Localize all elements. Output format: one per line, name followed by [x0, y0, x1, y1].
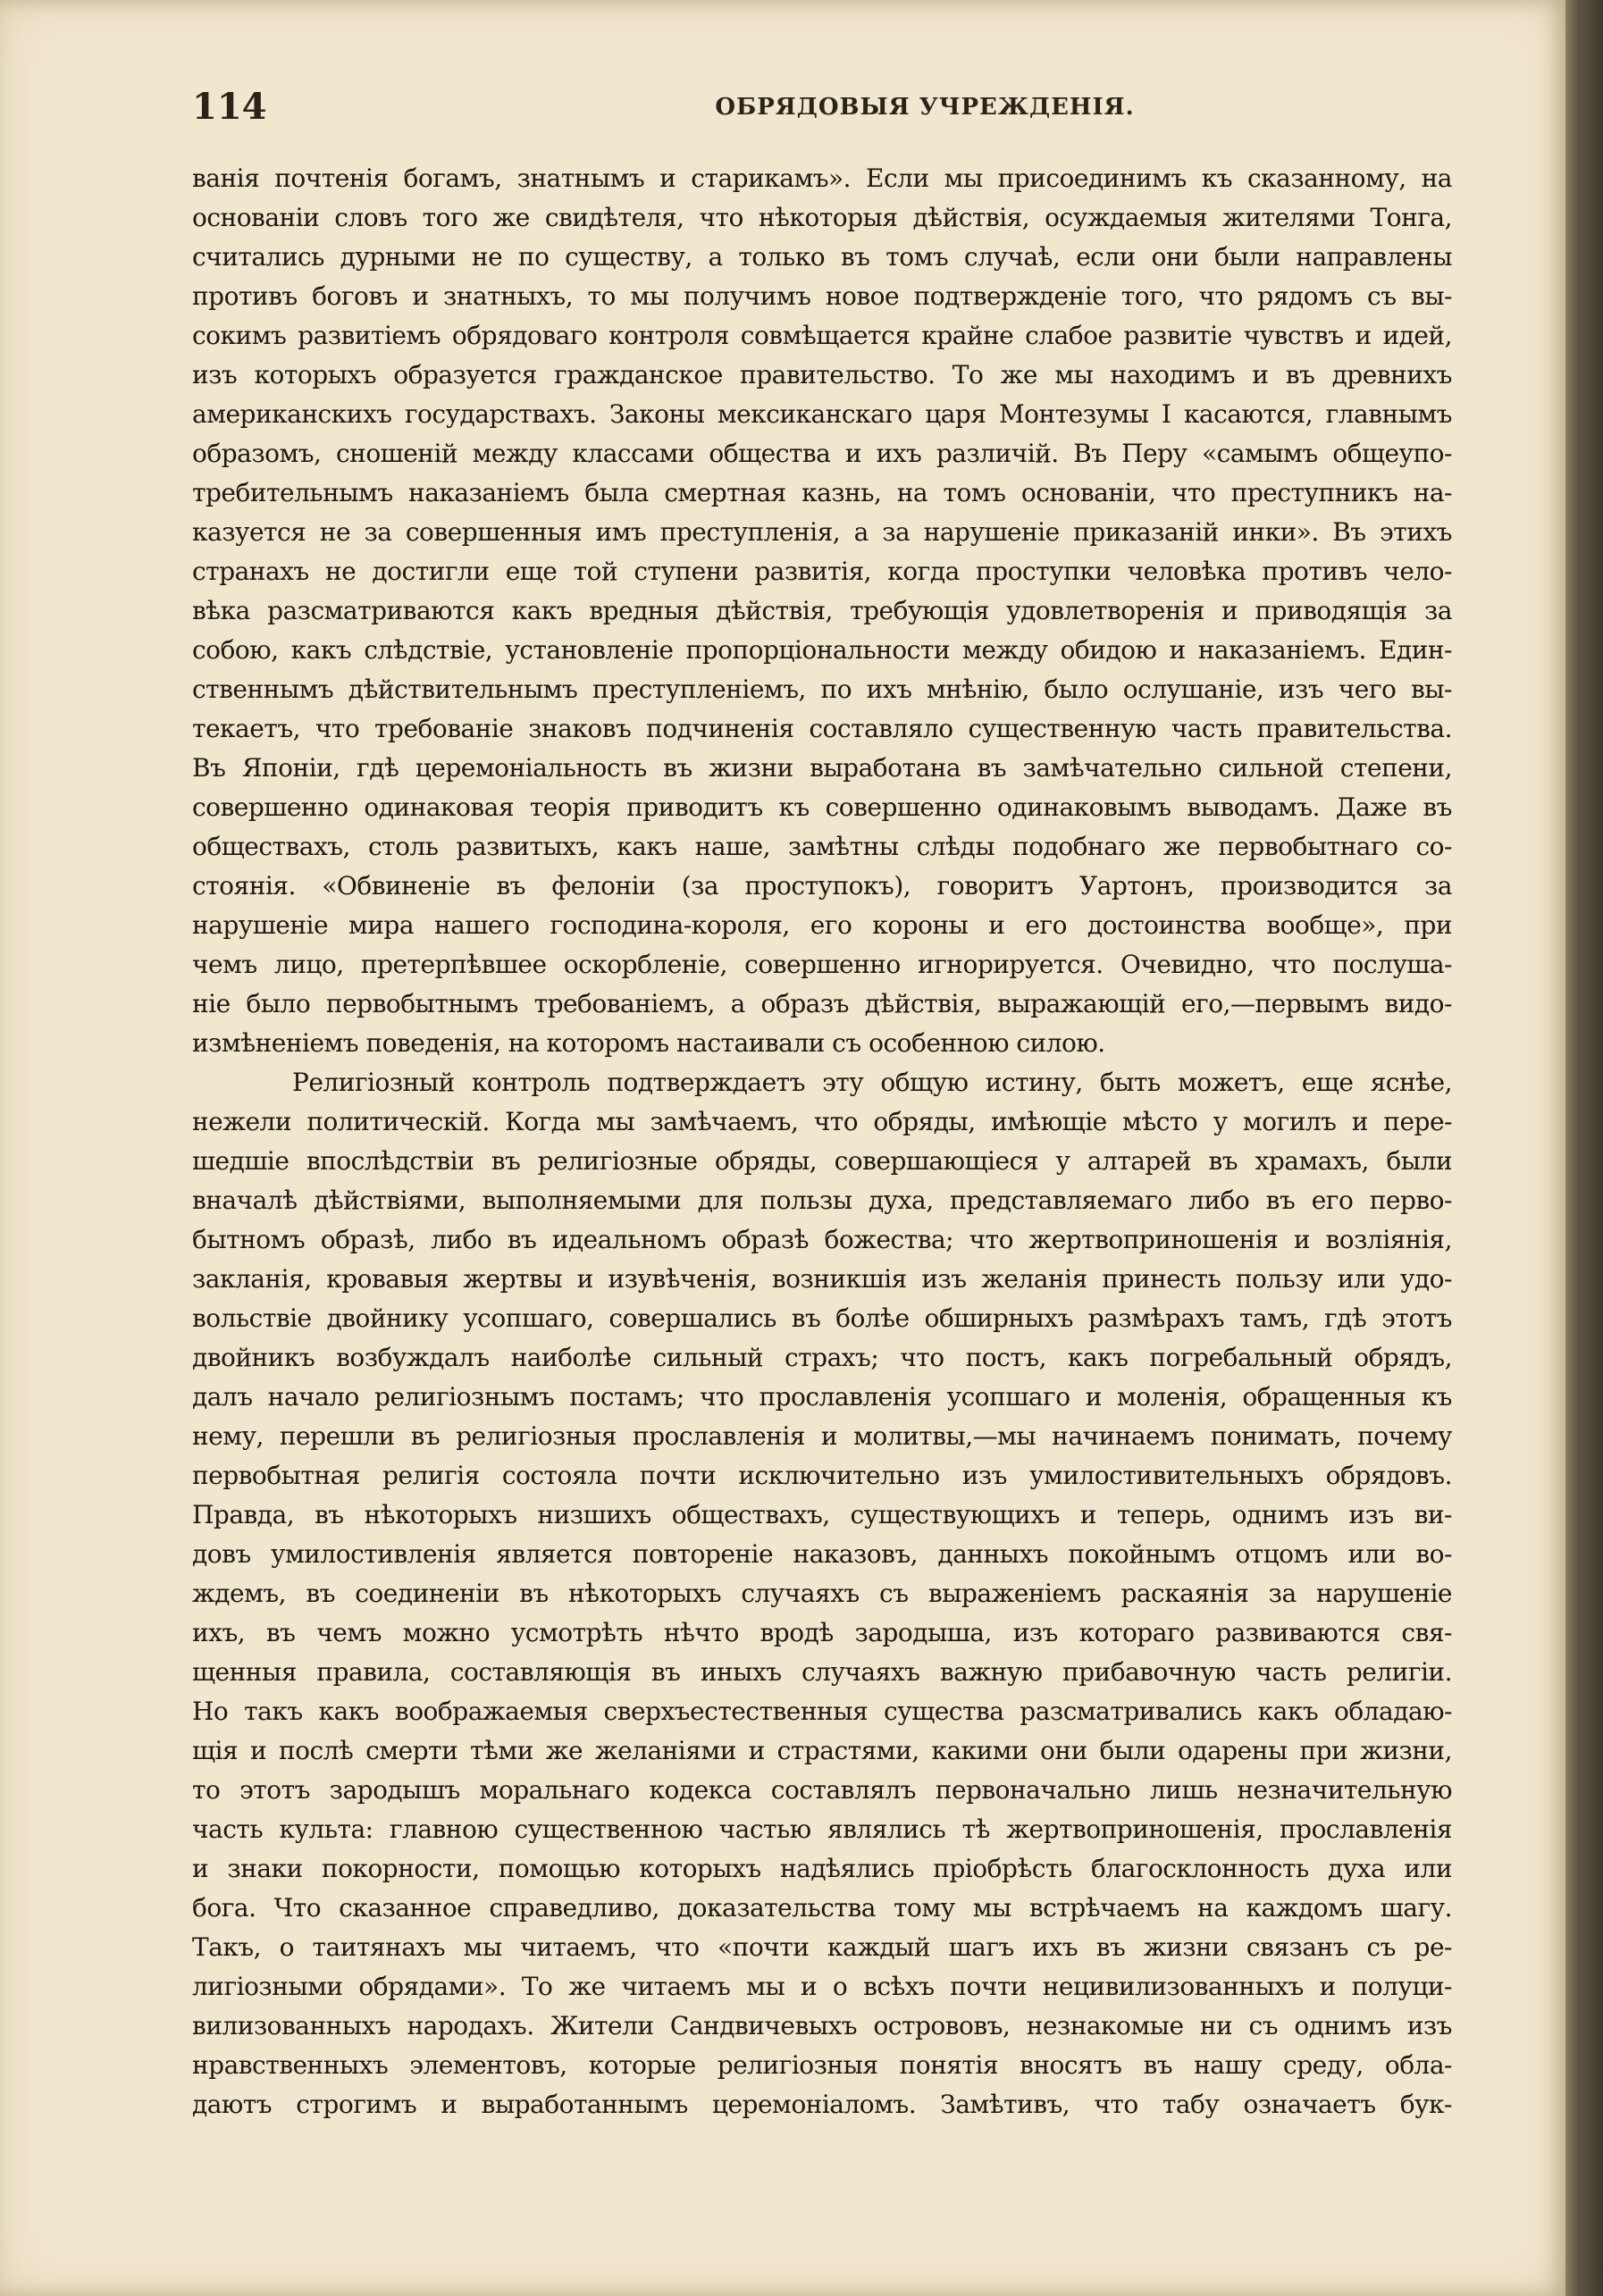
text-line: странахъ не достигли еще той ступени развитія, когда проступки человѣка противъ чело-: [192, 557, 1452, 586]
body-text: [192, 159, 1452, 2124]
text-line: закланія, кровавыя жертвы и изувѣченія, возникшія изъ желанія принесть пользу или удо-: [192, 1264, 1452, 1294]
text-line: вначалѣ дѣйствіями, выполняемыми для пользы духа, представляемаго либо въ его перво-: [192, 1186, 1452, 1215]
text-line: обществахъ, столь развитыхъ, какъ наше, замѣтны слѣды подобнаго же первобытнаго со-: [192, 832, 1452, 861]
text-line: лигіозными обрядами». То же читаемъ мы и о всѣхъ почти нецивилизованныхъ и полуци-: [192, 1972, 1452, 2001]
text-line: Но такъ какъ воображаемыя сверхъестественныя существа разсматривались какъ обладаю-: [192, 1697, 1452, 1726]
text-line: ственнымъ дѣйствительнымъ преступленіемъ, по ихъ мнѣнію, было ослушаніе, изъ чего вы-: [192, 675, 1452, 704]
text-line: вилизованныхъ народахъ. Жители Сандвичевыхъ острововъ, незнакомые ни съ однимъ изъ: [192, 2011, 1452, 2040]
text-line: довъ умилостивленія является повтореніе наказовъ, данныхъ покойнымъ отцомъ или во-: [192, 1539, 1452, 1569]
text-line: нему, перешли въ религіозныя прославленія и молитвы,—мы начинаемъ понимать, почему: [192, 1421, 1452, 1451]
text-line: вольствіе двойнику усопшаго, совершались въ болѣе обширныхъ размѣрахъ тамъ, гдѣ этотъ: [192, 1303, 1452, 1333]
text-line: нежели политическій. Когда мы замѣчаемъ, что обряды, имѣющіе мѣсто у могилъ и пере-: [192, 1107, 1452, 1136]
text-line: основаніи словъ того же свидѣтеля, что нѣкоторыя дѣйствія, осуждаемыя жителями Тонга,: [192, 203, 1452, 232]
text-line: образомъ, сношеній между классами общества и ихъ различій. Въ Перу «самымъ общеупо-: [192, 439, 1452, 468]
text-line: даютъ строгимъ и выработаннымъ церемоніаломъ. Замѣтивъ, что табу означаетъ бук-: [192, 2090, 1452, 2119]
text-line: американскихъ государствахъ. Законы мексиканскаго царя Монтезумы I касаются, главнымъ: [192, 399, 1452, 429]
text-line: Въ Японіи, гдѣ церемоніальность въ жизни выработана въ замѣчательно сильной степени,: [192, 753, 1452, 783]
text-line: шедшіе впослѣдствіи въ религіозные обряды, совершающіеся у алтарей въ храмахъ, были: [192, 1146, 1452, 1176]
text-line: ніе было первобытнымъ требованіемъ, а образъ дѣйствія, выражающій его,—первымъ видо-: [192, 989, 1452, 1018]
text-line: нравственныхъ элементовъ, которые религіозныя понятія вносятъ въ нашу среду, обла-: [192, 2050, 1452, 2080]
text-line: бога. Что сказанное справедливо, доказательства тому мы встрѣчаемъ на каждомъ шагу.: [192, 1893, 1452, 1923]
text-line: то этотъ зародышъ моральнаго кодекса составлялъ первоначально лишь незначительную: [192, 1775, 1452, 1805]
text-line: считались дурными не по существу, а только въ томъ случаѣ, если они были направлены: [192, 242, 1452, 272]
paragraph: [192, 1063, 1452, 2124]
text-line: щія и послѣ смерти тѣми же желаніями и страстями, какими они были одарены при жизни,: [192, 1736, 1452, 1765]
text-line: противъ боговъ и знатныхъ, то мы получимъ новое подтвержденіе того, что рядомъ съ вы-: [192, 281, 1452, 311]
page-header: [192, 85, 1452, 130]
text-line: чемъ лицо, претерпѣвшее оскорбленіе, совершенно игнорируется. Очевидно, что послуша-: [192, 950, 1452, 979]
text-line: бытномъ образѣ, либо въ идеальномъ образѣ божества; что жертвоприношенія и возліянія,: [192, 1225, 1452, 1254]
text-line: далъ начало религіознымъ постамъ; что прославленія усопшаго и моленія, обращенныя къ: [192, 1382, 1452, 1412]
book-edge: [1565, 0, 1603, 2296]
text-line: щенныя правила, составляющія въ иныхъ случаяхъ важную прибавочную часть религіи.: [192, 1657, 1452, 1687]
page-number: 114: [192, 86, 267, 128]
text-line: вѣка разсматриваются какъ вредныя дѣйствія, требующія удовлетворенія и приводящія за: [192, 596, 1452, 625]
text-line: текаетъ, что требованіе знаковъ подчиненія составляло существенную часть правительства.: [192, 714, 1452, 743]
text-line: ждемъ, въ соединеніи въ нѣкоторыхъ случаяхъ съ выраженіемъ раскаянія за нарушеніе: [192, 1579, 1452, 1608]
running-head: ОБРЯДОВЫЯ УЧРЕЖДЕНІЯ.: [715, 94, 1135, 121]
text-line: измѣненіемъ поведенія, на которомъ настаивали съ особенною силою.: [192, 1028, 1105, 1058]
text-line: сокимъ развитіемъ обрядоваго контроля совмѣщается крайне слабое развитіе чувствъ и идей,: [192, 321, 1452, 350]
text-line: двойникъ возбуждалъ наиболѣе сильный страхъ; что постъ, какъ погребальный обрядъ,: [192, 1343, 1452, 1372]
text-line: первобытная религія состояла почти исключительно изъ умилостивительныхъ обрядовъ.: [192, 1461, 1452, 1490]
text-line: ихъ, въ чемъ можно усмотрѣть нѣчто вродѣ зародыша, изъ котораго развиваются свя-: [192, 1618, 1452, 1647]
text-line: казуется не за совершенныя имъ преступленія, а за нарушеніе приказаній инки». Въ этихъ: [192, 517, 1452, 547]
text-line: стоянія. «Обвиненіе въ фелоніи (за проступокъ), говоритъ Уартонъ, производится за: [192, 871, 1452, 901]
text-line: изъ которыхъ образуется гражданское правительство. То же мы находимъ и въ древнихъ: [192, 360, 1452, 390]
text-line: Правда, въ нѣкоторыхъ низшихъ обществахъ, существующихъ и теперь, однимъ изъ ви-: [192, 1500, 1452, 1529]
text-line: ванія почтенія богамъ, знатнымъ и старикамъ». Если мы присоединимъ къ сказанному, на: [192, 163, 1452, 193]
text-line: Религіозный контроль подтверждаетъ эту общую истину, быть можетъ, еще яснѣе,: [292, 1068, 1452, 1097]
text-line: часть культа: главною существенною частью являлись тѣ жертвоприношенія, прославленія: [192, 1814, 1452, 1844]
text-line: нарушеніе мира нашего господина-короля, его короны и его достоинства вообще», при: [192, 910, 1452, 940]
text-line: собою, какъ слѣдствіе, установленіе пропорціональности между обидою и наказаніемъ. Един-: [192, 635, 1452, 665]
text-line: и знаки покорности, помощью которыхъ надѣялись пріобрѣсть благосклонность духа или: [192, 1854, 1452, 1883]
text-line: требительнымъ наказаніемъ была смертная казнь, на томъ основаніи, что преступникъ на-: [192, 478, 1452, 507]
text-line: Такъ, о таитянахъ мы читаемъ, что «почти каждый шагъ ихъ въ жизни связанъ съ ре-: [192, 1932, 1452, 1962]
paragraph: [192, 159, 1452, 1063]
text-line: совершенно одинаковая теорія приводитъ къ совершенно одинаковымъ выводамъ. Даже въ: [192, 792, 1452, 822]
